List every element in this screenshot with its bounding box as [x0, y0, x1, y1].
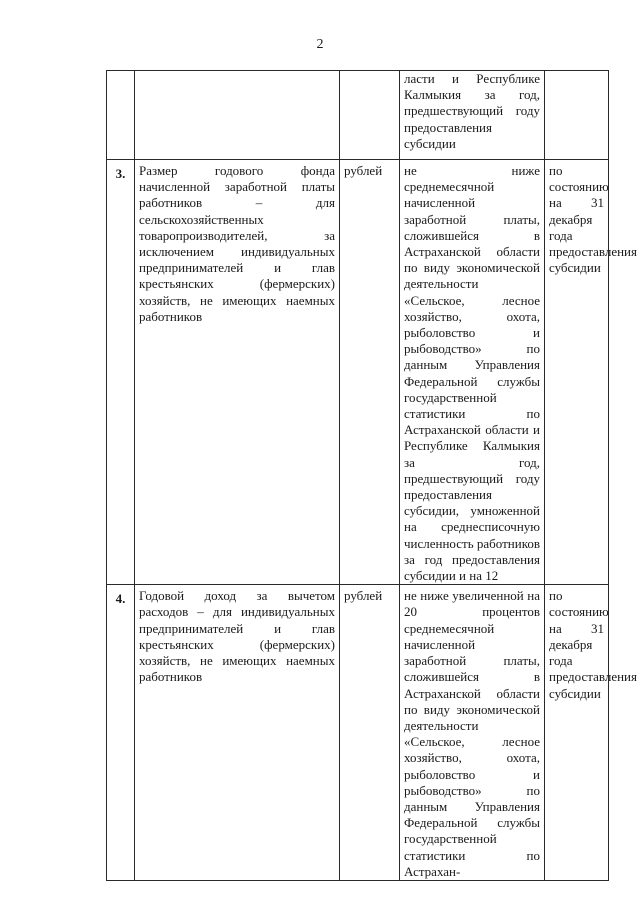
- row-number-cell: 3.: [107, 160, 135, 585]
- value-cell: не ниже увеличенной на 20 процентов среднемесячной начисленной заработной платы, сложившейся в Астраханской области по виду экономической деятельности «Сельское, лесное хозяйство, охота, рыболовство и рыбоводство» по данным Управления Федеральной службы государственной статистики по Астрахан-: [400, 585, 545, 881]
- unit-cell: рублей: [340, 585, 400, 881]
- table-row-continuation: [107, 71, 609, 160]
- row-number-cell: 4.: [107, 585, 135, 881]
- value-cell: не ниже среднемесячной начисленной заработной платы, сложившейся в Астраханской области по виду экономической деятельности «Сельское, лесное хозяйство, охота, рыболовство и рыбоводство» по данным Управления Федеральной службы государственной статистики по Астраханской области и Республике Калмыкия за год, предшествующий году предоставления субсидии, умноженной на среднесписочную численность работников за год предоставления субсидии и на 12: [400, 160, 545, 585]
- unit-cell: рублей: [340, 160, 400, 585]
- indicator-name-cell: Годовой доход за вычетом расходов – для индивидуальных предпринимателей и глав крестьянских (фермерских) хозяйств, не имеющих наемных работников: [135, 585, 340, 881]
- term-cell: по состоянию на 31 декабря года предоставления субсидии: [545, 585, 609, 881]
- unit-cell: [340, 71, 400, 160]
- table-row-3: [107, 160, 609, 585]
- value-cell: ласти и Республике Калмыкия за год, предшествующий году предоставления субсидии: [400, 71, 545, 160]
- term-cell: [545, 71, 609, 160]
- criteria-table: [106, 70, 637, 881]
- indicator-name-cell: [135, 71, 340, 160]
- row-number-cell: [107, 71, 135, 160]
- table-row-4: [107, 585, 609, 881]
- term-cell: по состоянию на 31 декабря года предоставления субсидии: [545, 160, 609, 585]
- indicator-name-cell: Размер годового фонда начисленной заработной платы работников – для сельскохозяйственных товаропроизводителей, за исключением индивидуальных предпринимателей и глав крестьянских (фермерских) хозяйств, не имеющих наемных работников: [135, 160, 340, 585]
- page-number: 2: [316, 37, 324, 52]
